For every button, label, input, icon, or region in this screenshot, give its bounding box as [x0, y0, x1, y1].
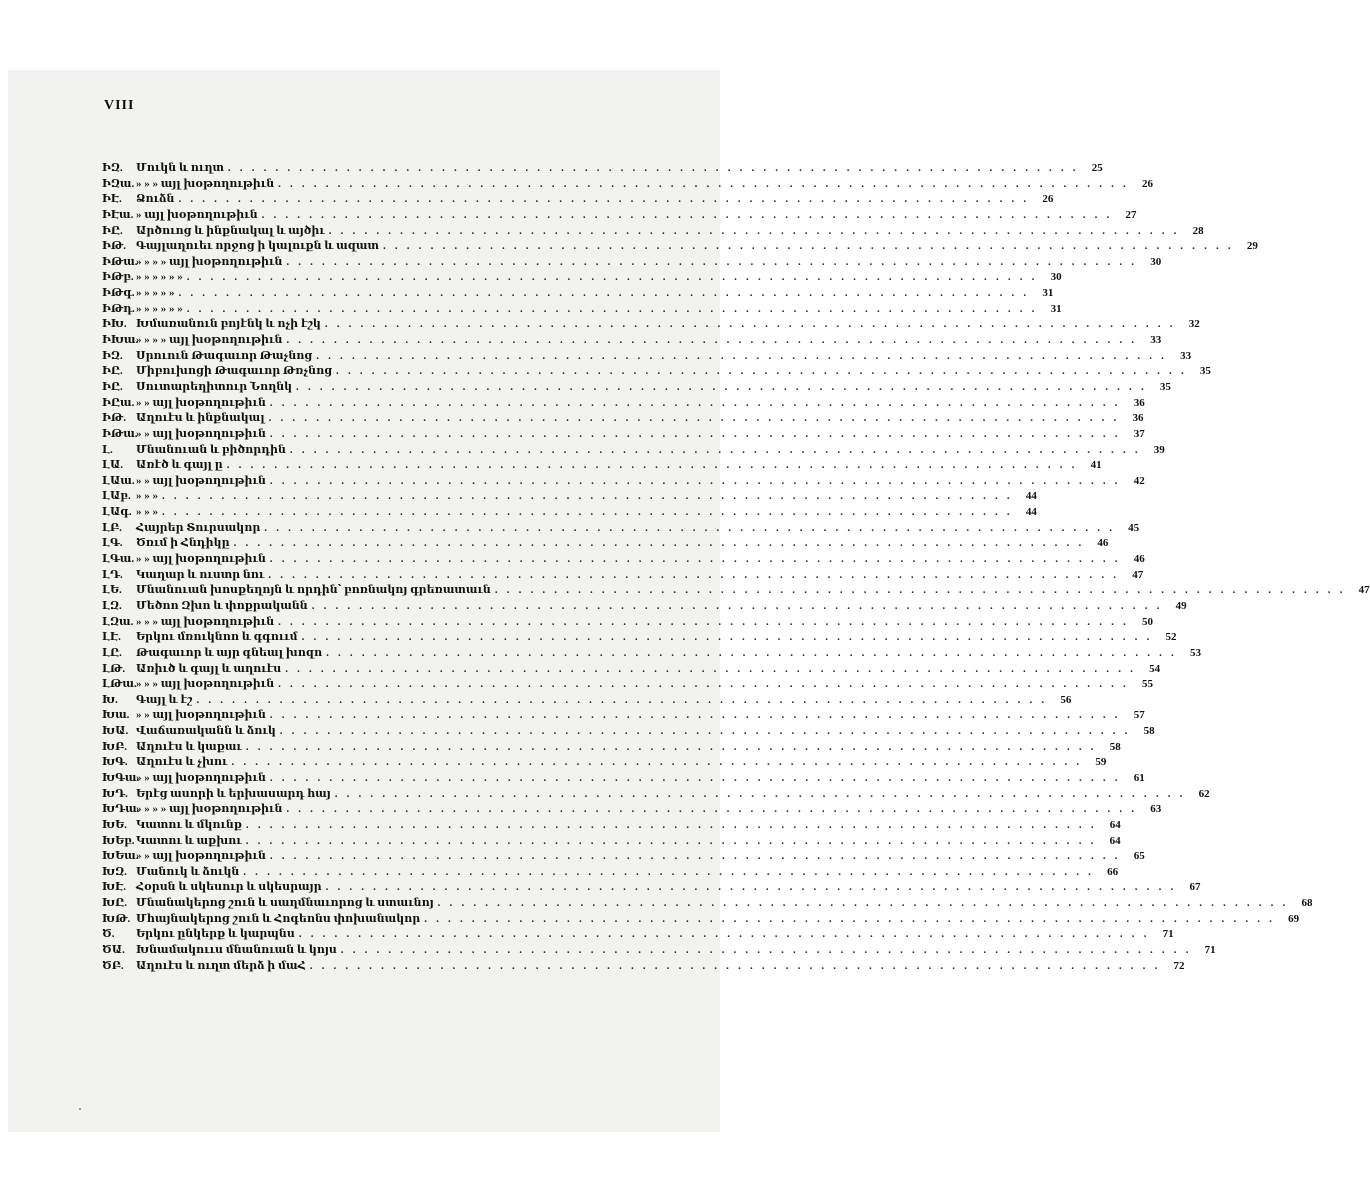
toc-entry-page: 42 [1133, 474, 1145, 487]
dot-leader [192, 693, 1047, 709]
toc-entry-number: ԻԹդ. [102, 302, 135, 315]
dot-leader [265, 411, 1120, 427]
toc-entry-title: Արծուոց և ինքնակալ և այծիւ [136, 224, 325, 237]
toc-entry [102, 818, 1121, 834]
toc-entry-page: 58 [1109, 740, 1121, 753]
toc-entry-number: ԽԲ. [102, 740, 127, 753]
toc-entry-title: Մնանուան և բիծորդին [136, 443, 286, 456]
toc-entry-number: ԻԶա. [102, 177, 135, 190]
dot-leader [331, 787, 1186, 803]
toc-entry-page: 63 [1150, 803, 1162, 816]
toc-entry [102, 708, 1145, 724]
toc-entry-number: ԻԹա. [102, 427, 138, 440]
toc-entry [102, 458, 1102, 474]
toc-entry-number: Լ. [102, 443, 113, 456]
toc-entry-number: ԻԽա. [102, 334, 139, 347]
toc-entry [102, 802, 1162, 818]
toc-entry-number: ԽԵբ. [102, 834, 135, 847]
toc-entry-title: » » այլ խօթողութիւն [136, 709, 266, 722]
dot-leader [242, 740, 1097, 756]
toc-entry-page: 54 [1149, 662, 1161, 675]
toc-entry-page: 36 [1133, 396, 1145, 409]
toc-entry-number: ԼԹա. [102, 678, 137, 691]
toc-entry-page: 30 [1150, 255, 1162, 268]
dot-leader [274, 177, 1129, 193]
toc-entry-number: ԻԽ. [102, 318, 127, 331]
dot-leader [158, 505, 1013, 521]
dot-leader [322, 646, 1177, 662]
toc-entry-number: ԽԵա. [102, 850, 139, 863]
dot-leader [258, 208, 1113, 224]
toc-entry [102, 724, 1155, 740]
toc-entry-number: Խ. [102, 693, 118, 706]
toc-entry-title: Խնամակոււս մնանուան և կոյս [136, 944, 337, 957]
toc-entry-number: ԻԸ. [102, 380, 123, 393]
toc-entry-title: Ծռւմ ի Հնդիկը [136, 537, 230, 550]
dot-leader [242, 834, 1097, 850]
toc-entry-page: 30 [1050, 271, 1062, 284]
dot-leader [224, 161, 1079, 177]
toc-entry [102, 317, 1200, 333]
toc-entry [102, 536, 1109, 552]
toc-entry-page: 71 [1204, 944, 1216, 957]
toc-entry-title: Միբուխոցի Թագաւոր Թռչնոց [136, 365, 333, 378]
toc-entry [102, 270, 1062, 286]
toc-entry [102, 865, 1119, 881]
dot-leader [266, 771, 1121, 787]
toc-entry-page: 45 [1128, 521, 1140, 534]
toc-entry [102, 177, 1153, 193]
toc-entry-number: ԻԹ. [102, 240, 126, 253]
toc-entry-number: ԻԸ. [102, 365, 123, 378]
toc-entry [102, 787, 1210, 803]
dot-leader [266, 427, 1121, 443]
dot-leader [158, 489, 1013, 505]
toc-entry-title: » » » » այլ խօթողութիւն [136, 803, 283, 816]
toc-entry [102, 771, 1145, 787]
toc-entry-number: Խա. [102, 709, 130, 722]
toc-entry [102, 662, 1161, 678]
toc-entry [102, 349, 1192, 365]
toc-entry-page: 64 [1109, 818, 1121, 831]
toc-entry [102, 161, 1103, 177]
toc-entry-number: ԾԱ. [102, 944, 125, 957]
dot-leader [266, 708, 1121, 724]
toc-entry-title: Առէծ և գայլ ը [136, 459, 223, 472]
toc-entry-title: Աղուէս և չխու [136, 756, 228, 769]
dot-leader [223, 458, 1078, 474]
toc-entry-page: 27 [1125, 208, 1137, 221]
dot-leader [227, 755, 1082, 771]
toc-entry [102, 521, 1140, 537]
toc-entry-page: 47 [1132, 568, 1144, 581]
toc-entry-page: 44 [1025, 506, 1037, 519]
dot-leader [337, 943, 1192, 959]
toc-entry-page: 26 [1141, 177, 1153, 190]
dot-leader [282, 802, 1137, 818]
toc-entry [102, 224, 1204, 240]
toc-entry-number: ԼԱգ. [102, 506, 132, 519]
toc-entry [102, 896, 1313, 912]
dot-leader [312, 349, 1167, 365]
toc-entry [102, 583, 1370, 599]
toc-entry-page: 71 [1162, 928, 1174, 941]
toc-entry-page: 41 [1090, 459, 1102, 472]
toc-entry-title: » » այլ խօթողութիւն [136, 474, 266, 487]
toc-entry-title: Սրուուն Թագաւոր Թաչնոց [136, 349, 313, 362]
toc-entry-page: 65 [1133, 850, 1145, 863]
toc-entry-page: 36 [1132, 412, 1144, 425]
toc-entry [102, 552, 1145, 568]
dot-leader [266, 849, 1121, 865]
toc-entry-number: ԻԹգ. [102, 287, 135, 300]
toc-entry-page: 35 [1199, 365, 1211, 378]
toc-entry-title: Սուտարեղիտուր Նողնկ [136, 380, 293, 393]
toc-entry-page: 72 [1173, 959, 1185, 972]
toc-entry [102, 255, 1162, 271]
toc-entry-title: Մեծոո Զխո և փոքրականն [136, 599, 308, 612]
toc-entry-page: 39 [1153, 443, 1165, 456]
dot-leader [260, 521, 1115, 537]
toc-entry-title: » այլ խօթողութիւն [136, 208, 258, 221]
toc-entry [102, 239, 1258, 255]
toc-entry-page: 29 [1246, 240, 1258, 253]
toc-entry-title: » » այլ խօթողութիւն [136, 553, 266, 566]
toc-entry-title: Մնանուան խոսքեղոյն և որդին՝ բոռնակոյ գրեռատաւն [136, 584, 491, 597]
dot-leader [264, 568, 1119, 584]
toc-entry-number: Ծ. [102, 928, 115, 941]
toc-entry-page: 32 [1188, 318, 1200, 331]
toc-entry [102, 380, 1171, 396]
dot-leader [281, 662, 1136, 678]
dot-leader [292, 380, 1147, 396]
page-number: VIII [104, 98, 135, 113]
dot-leader [282, 255, 1137, 271]
toc-entry-number: ԼԸ. [102, 646, 122, 659]
toc-entry-title: Հօրսն և սկեսուր և սկեսրայր [136, 881, 322, 894]
toc-entry-title: » » » [136, 506, 158, 519]
toc-entry [102, 568, 1144, 584]
toc-entry-number: ԼԱ. [102, 459, 124, 472]
toc-entry-number: ԻԸ. [102, 224, 123, 237]
toc-entry [102, 192, 1054, 208]
toc-entry [102, 505, 1037, 521]
dot-leader [420, 912, 1275, 928]
dot-leader [306, 959, 1161, 975]
toc-entry-title: Երկու ընկերք և կարպնս [136, 928, 295, 941]
toc-entry-title: Թագաւոր և այր գնեալ խոզո [136, 646, 323, 659]
toc-entry [102, 427, 1145, 443]
toc-entry-number: ԻԸա. [102, 396, 135, 409]
toc-entry-title: » » » այլ խօթողութիւն [136, 177, 275, 190]
toc-entry-page: 31 [1042, 287, 1054, 300]
toc-entry-page: 66 [1107, 865, 1119, 878]
toc-entry-number: ԼԴ. [102, 568, 123, 581]
toc-entry-number: ԼԶա. [102, 615, 134, 628]
toc-entry-number: ԽԱ. [102, 725, 129, 738]
toc-entry [102, 208, 1137, 224]
toc-entry-page: 57 [1133, 709, 1145, 722]
toc-entry-page: 64 [1109, 834, 1121, 847]
toc-entry-page: 55 [1141, 678, 1153, 691]
toc-entry-title: Հայրեր Տուրսակոր [136, 521, 261, 534]
toc-entry-title: Առիւծ և գայլ և աղուէս [136, 662, 282, 675]
toc-entry [102, 364, 1211, 380]
dot-leader [183, 302, 1038, 318]
dot-leader [230, 536, 1085, 552]
toc-entry-number: ԻԹա. [102, 255, 138, 268]
dot-leader [274, 677, 1129, 693]
dot-leader [286, 443, 1141, 459]
toc-entry-number: ԻԹբ. [102, 271, 134, 284]
toc-entry-title: » » » » » [136, 287, 175, 300]
toc-entry-title: » » » այլ խօթողութիւն [136, 678, 275, 691]
toc-entry [102, 396, 1145, 412]
toc-entry-title: » » » » այլ խօթողութիւն [136, 334, 283, 347]
toc-entry-page: 37 [1133, 427, 1145, 440]
toc-entry-page: 28 [1192, 224, 1204, 237]
toc-entry-page: 59 [1095, 756, 1107, 769]
dot-leader [325, 224, 1180, 240]
toc-entry-number: ԻԶ. [102, 349, 123, 362]
toc-entry-number: ԽԹ. [102, 912, 131, 925]
toc-entry-number: ԽԳա. [102, 771, 140, 784]
dot-leader [276, 724, 1131, 740]
toc-entry-number: ԽԸ. [102, 897, 127, 910]
toc-entry-title: Աղուէս և ուղտ մերձ ի մաՀ [136, 959, 306, 972]
toc-entry-title: Ձուձն [136, 193, 175, 206]
dot-leader [322, 880, 1177, 896]
toc-entry [102, 693, 1072, 709]
toc-entry-page: 25 [1091, 162, 1103, 174]
toc-entry-page: 67 [1189, 881, 1201, 894]
toc-entry-number: ԼԹ. [102, 662, 126, 675]
toc-entry [102, 755, 1107, 771]
toc-entry-title: Աղուէս և ինքնակալ [136, 412, 265, 425]
dot-leader [242, 818, 1097, 834]
dot-leader [266, 396, 1121, 412]
toc-entry [102, 411, 1144, 427]
toc-entry-title: Գայլաղուեւ որջոց ի կալուքն և ազատ [136, 240, 379, 253]
dot-leader [308, 599, 1163, 615]
toc-entry-number: ԽԴ. [102, 787, 128, 800]
toc-entry-number: ԼԱա. [102, 474, 135, 487]
toc-entry-number: ԻԶ. [102, 162, 123, 174]
dot-leader [434, 896, 1289, 912]
toc-entry-page: 53 [1189, 646, 1201, 659]
toc-entry-number: ԽԷ. [102, 881, 127, 894]
table-of-contents [102, 161, 1370, 974]
toc-entry-page: 62 [1198, 787, 1210, 800]
toc-entry [102, 333, 1162, 349]
toc-entry-title: » » » այլ խօթողութիւն [136, 615, 275, 628]
toc-entry [102, 474, 1145, 490]
toc-entry-page: 47 [1358, 584, 1370, 597]
toc-entry-title: Երկու մռուկնոո և գգոււմ [136, 631, 298, 644]
toc-entry-page: 46 [1133, 553, 1145, 566]
toc-entry-page: 69 [1288, 912, 1300, 925]
toc-entry-title: Վաճառականն և ձուկ [136, 725, 276, 738]
dot-leader [266, 474, 1121, 490]
toc-entry-number: ԼԵ. [102, 584, 122, 597]
toc-entry-title: » » » » » » [136, 271, 183, 284]
toc-entry-title: Կատու և մկունք [136, 818, 242, 831]
toc-entry-title: » » » » » » [136, 302, 183, 315]
toc-entry-title: Աղուէս և կաքաւ [136, 740, 242, 753]
toc-entry-number: ԼԷ. [102, 631, 121, 644]
toc-entry [102, 740, 1121, 756]
dot-leader [491, 583, 1346, 599]
toc-entry [102, 302, 1062, 318]
toc-entry-page: 33 [1180, 349, 1192, 362]
toc-entry-title: Կաղար և ուստր նու [136, 568, 265, 581]
toc-entry [102, 943, 1216, 959]
toc-entry [102, 927, 1174, 943]
toc-entry-title: Երէց ասորի և երխասարդ հայ [136, 787, 331, 800]
toc-entry [102, 849, 1145, 865]
toc-entry [102, 489, 1037, 505]
toc-entry-title: » » այլ խօթողութիւն [136, 427, 266, 440]
dot-leader [321, 317, 1176, 333]
dot-leader [282, 333, 1137, 349]
toc-entry-page: 68 [1301, 897, 1313, 910]
toc-entry-number: ԼԳա. [102, 553, 135, 566]
toc-entry-number: ԽԶ. [102, 865, 127, 878]
scan-speck [79, 1108, 81, 1110]
toc-entry-number: ԼԱբ. [102, 490, 131, 503]
dot-leader [295, 927, 1150, 943]
toc-entry-title: Խմառանուն բոյէնկ և ոչի էշկ [136, 318, 321, 331]
toc-entry [102, 880, 1201, 896]
toc-entry-title: » » այլ խօթողութիւն [136, 396, 266, 409]
toc-entry-number: ԼԶ. [102, 599, 122, 612]
toc-entry-title: Գայլ և էշ [136, 693, 193, 706]
toc-entry [102, 615, 1153, 631]
toc-entry-page: 35 [1159, 380, 1171, 393]
toc-entry [102, 834, 1121, 850]
toc-entry-title: » » այլ խօթողութիւն [136, 850, 266, 863]
toc-entry-title: » » » [136, 490, 158, 503]
toc-entry-number: ԻԹ. [102, 412, 126, 425]
toc-entry [102, 646, 1201, 662]
toc-entry-page: 61 [1133, 771, 1145, 784]
toc-entry-page: 52 [1165, 631, 1177, 644]
toc-entry-page: 46 [1097, 537, 1109, 550]
dot-leader [332, 364, 1187, 380]
toc-entry [102, 443, 1165, 459]
toc-entry-page: 31 [1050, 302, 1062, 315]
toc-entry-page: 49 [1175, 599, 1187, 612]
toc-entry-title: Մանուկ և ձուկն [136, 865, 240, 878]
toc-entry-number: ԾԲ. [102, 959, 124, 972]
toc-entry-title: » » այլ խօթողութիւն [136, 771, 266, 784]
dot-leader [379, 239, 1234, 255]
toc-entry-title: Կատու և աքխու [136, 834, 242, 847]
dot-leader [183, 270, 1038, 286]
toc-entry-title: Մհայնակերոց շուն և Հոգեոնս փոխանակոր [136, 912, 421, 925]
toc-entry-number: ԻԷա. [102, 208, 134, 221]
dot-leader [266, 552, 1121, 568]
toc-entry-page: 56 [1060, 693, 1072, 706]
dot-leader [239, 865, 1094, 881]
toc-entry [102, 912, 1300, 928]
toc-entry-page: 33 [1150, 334, 1162, 347]
dot-leader [175, 286, 1030, 302]
toc-entry-number: ԻԷ. [102, 193, 122, 206]
toc-entry-number: ԼԳ. [102, 537, 123, 550]
toc-entry [102, 630, 1177, 646]
dot-leader [274, 615, 1129, 631]
toc-entry-number: ԽԳ. [102, 756, 128, 769]
dot-leader [298, 630, 1153, 646]
dot-leader [174, 192, 1029, 208]
toc-entry [102, 286, 1054, 302]
toc-entry-number: ԽԴա. [102, 803, 140, 816]
toc-entry-page: 26 [1042, 193, 1054, 206]
toc-entry [102, 599, 1187, 615]
toc-entry-title: Մնանակերոց շուն և սաղմնաւորոց և ստաւնոյ [136, 897, 434, 910]
toc-entry-page: 58 [1143, 725, 1155, 738]
toc-entry [102, 677, 1153, 693]
toc-entry-page: 50 [1141, 615, 1153, 628]
toc-entry [102, 959, 1185, 975]
toc-entry-number: ԽԵ. [102, 818, 127, 831]
toc-entry-title: Մուկն և ուղտ [136, 162, 224, 174]
toc-entry-number: ԼԲ. [102, 521, 122, 534]
toc-entry-page: 44 [1025, 490, 1037, 503]
toc-entry-title: » » » » այլ խօթողութիւն [136, 255, 283, 268]
